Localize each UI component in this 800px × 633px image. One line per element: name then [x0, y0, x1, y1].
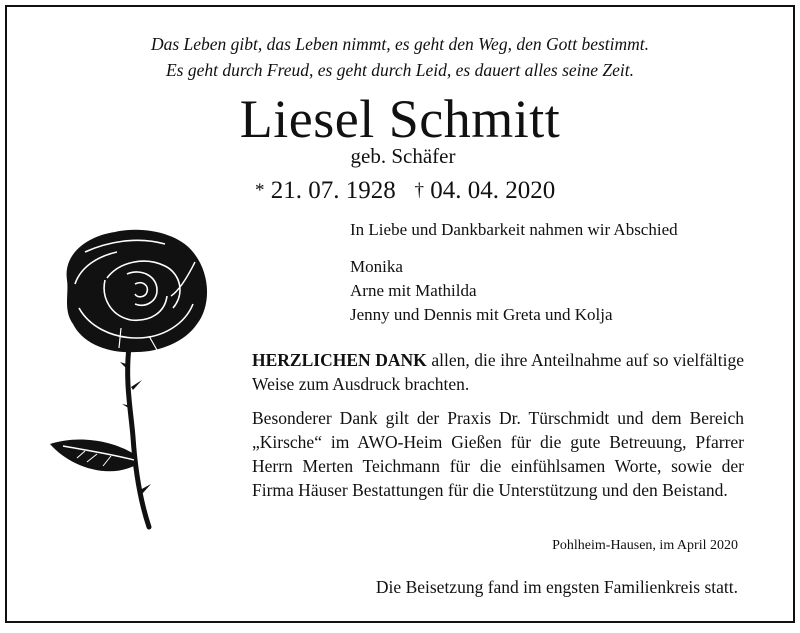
birth-date: 21. 07. 1928: [270, 177, 396, 204]
motto: [7, 31, 793, 83]
special-thanks-paragraph: Besonderer Dank gilt der Praxis Dr. Türschmidt und dem Bereich „Kirsche“ im AWO-Heim Gießen für die gute Betreuung, Pfarrer Herrn Merten Teichmann für die einfühlsamen Worte, sowie der Firma Häuser Bestattungen für die Unterstützung und den Beistand.: [252, 408, 744, 500]
obituary-notice: [5, 5, 795, 623]
farewell-line: In Liebe und Dankbarkeit nahmen wir Abschied: [350, 220, 678, 239]
motto-line-2: Es geht durch Freud, es geht durch Leid, es dauert alles seine Zeit.: [165, 60, 635, 80]
place-date: Pohlheim-Hausen, im April 2020: [552, 538, 738, 553]
signer-2: Arne mit Mathilda: [350, 281, 477, 300]
death-symbol: †: [414, 180, 424, 201]
life-dates: [255, 174, 555, 210]
signers-list: [350, 255, 613, 327]
rose-icon: [45, 222, 225, 532]
deceased-name: Liesel Schmitt: [239, 89, 561, 149]
birth-symbol: *: [255, 180, 265, 201]
thanks-lead: HERZLICHEN DANK: [252, 350, 427, 370]
thanks-text: allen, die ihre Anteilnahme auf so vielfältige Weise zum Ausdruck brachten.: [252, 350, 744, 394]
born-name: geb. Schäfer: [350, 144, 456, 168]
burial-note: Die Beisetzung fand im engsten Familienkreis statt.: [375, 577, 738, 597]
signer-1: Monika: [350, 257, 403, 276]
signer-3: Jenny und Dennis mit Greta und Kolja: [350, 305, 613, 324]
motto-line-1: Das Leben gibt, das Leben nimmt, es geht den Weg, den Gott bestimmt.: [150, 34, 650, 54]
death-date: 04. 04. 2020: [430, 177, 556, 204]
thanks-paragraph: [252, 348, 744, 396]
